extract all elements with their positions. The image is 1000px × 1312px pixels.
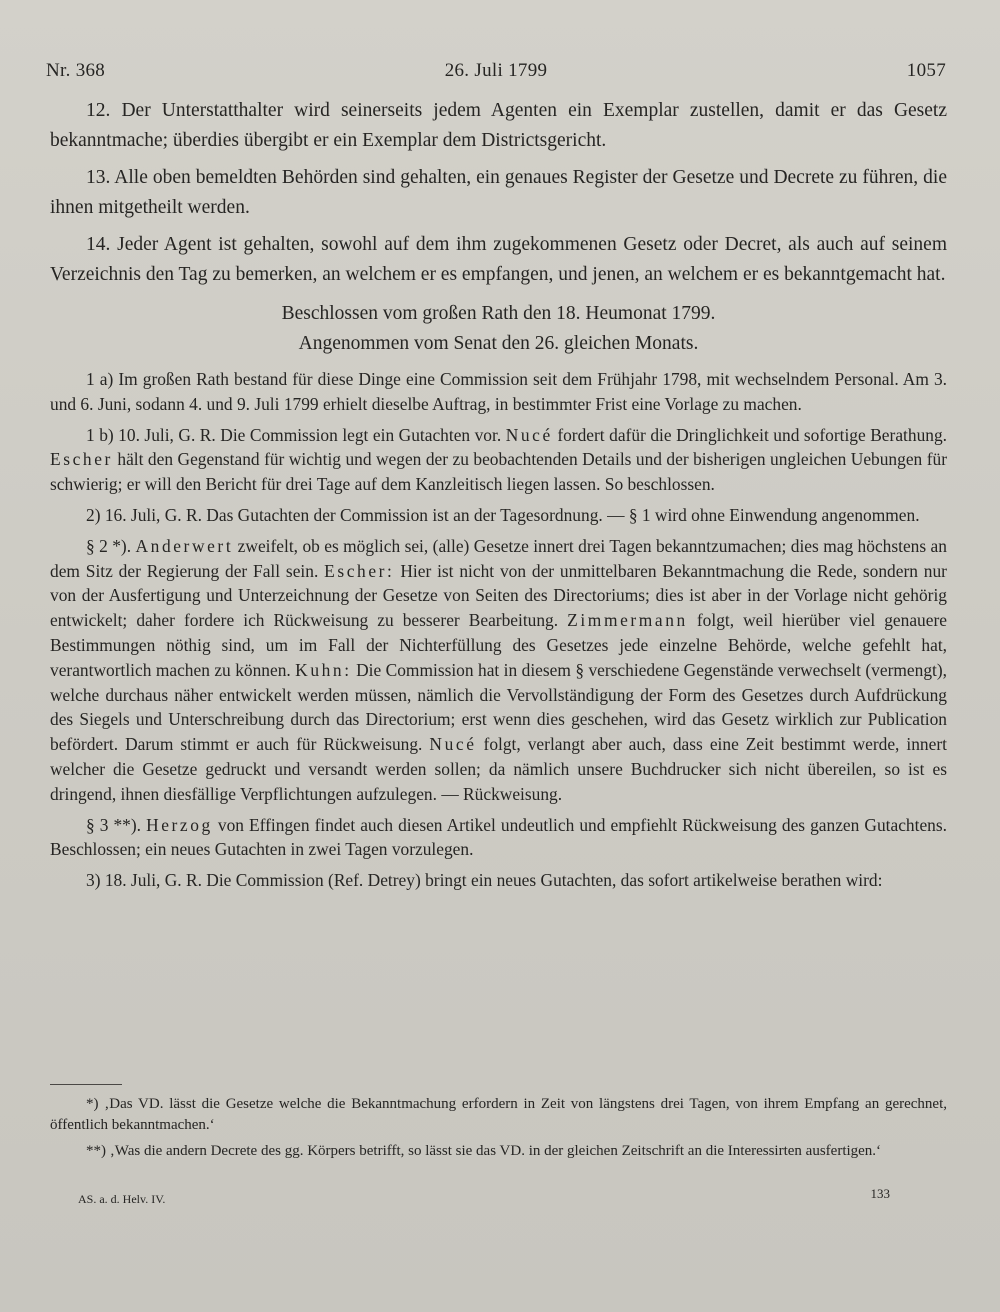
decree-great-council: Beschlossen vom großen Rath den 18. Heumonat 1799. xyxy=(281,303,716,324)
sheet-number: 133 xyxy=(870,1186,890,1201)
law-text xyxy=(50,96,947,359)
page-footer xyxy=(78,1186,890,1206)
speaker-anderwert: Anderwert xyxy=(135,535,234,556)
editorial-notes xyxy=(50,367,947,893)
note-2-section-3 xyxy=(50,813,947,863)
note-1b-text-a: 1 b) 10. Juli, G. R. Die Commission legt ein Gutachten vor. xyxy=(86,424,502,445)
page-number: 1057 xyxy=(906,60,946,81)
article-14: 14. Jeder Agent ist gehalten, sowohl auf dem ihm zugekommenen Gesetz oder Decret, als auch auf seinem Verzeichnis den Tag zu bemerken, an welchem er es empfangen, und jenen, an welchem er es bekanntgemacht hat. xyxy=(50,234,947,285)
note-3: 3) 18. Juli, G. R. Die Commission (Ref. Detrey) bringt ein neues Gutachten, das sofort artikelweise berathen wird: xyxy=(86,870,883,891)
section-2-text-d: folgt, weil hierüber viel genauere Bestimmungen nöthig sind, um im Fall der Nichterfüllung des Gesetzes jede einzelne Behörde, welche gefehlt hat, verantwortlich machen zu können. xyxy=(50,610,947,680)
article-12: 12. Der Unterstatthalter wird seinerseits jedem Agenten ein Exemplar zustellen, damit er das Gesetz bekanntmache; überdies übergibt er ein Exemplar dem Districtsgericht. xyxy=(50,100,947,151)
speaker-zimmermann: Zimmermann xyxy=(567,610,688,631)
section-2-text-e: Die Commission hat in diesem § verschiedene Gegenstände verwechselt (vermengt), welche durchaus näher entwickelt werden müssen, nämlich die Vervollständigung der Form des Gesetzes durch Aufdrückung des Siegels und Unterschreibung durch das Directorium; erst wenn dies geschehen, wird das Gesetz wirklich zur Publication befördert. Darum stimmt er auch für Rückweisung. xyxy=(50,659,947,755)
note-1b-text-c: hält den Gegenstand für wichtig und wegen der zu beobachtenden Details und der bisherigen ungleichen Uebungen für schwierig; er will den Bericht für drei Tage auf dem Kanzleitisch liegen lassen. So beschlossen. xyxy=(50,449,947,495)
section-2-text-f: folgt, verlangt aber auch, dass eine Zeit bestimmt werde, innert welcher die Gesetze gedruckt und versandt werden sollen; da nämlich unsere Buchdrucker sich nicht übereilen, so ist es dringend, ihnen diesfällige Verpflichtungen aufzulegen. — Rückweisung. xyxy=(50,734,947,804)
speaker-escher: Escher xyxy=(50,449,113,470)
speaker-escher-2: Escher: xyxy=(324,560,395,581)
note-1b xyxy=(50,423,947,497)
source-signature: AS. a. d. Helv. IV. xyxy=(78,1192,166,1206)
main-text xyxy=(50,96,947,899)
note-1b-text-b: fordert dafür die Dringlichkeit und sofortige Berathung. xyxy=(557,424,947,445)
running-header xyxy=(46,60,946,88)
speaker-nuce-2: Nucé xyxy=(429,734,477,755)
speaker-nuce: Nucé xyxy=(505,424,553,445)
footnote-2: **) ‚Was die andern Decrete des gg. Körpers betrifft, so lässt sie das VD. in der gleichen Zeitschrift an die Interessirten ausfertigen.‘ xyxy=(86,1143,882,1159)
section-3-label: § 3 **). xyxy=(86,814,142,835)
note-2-section-2 xyxy=(50,534,947,807)
section-3-text-b: von Effingen findet auch diesen Artikel undeutlich und empfiehlt Rückweisung des ganzen Gutachtens. Beschlossen; ein neues Gutachten in zwei Tagen vorzulegen. xyxy=(50,814,947,860)
article-13: 13. Alle oben bemeldten Behörden sind gehalten, ein genaues Register der Gesetze und Decrete zu führen, die ihnen mitgetheilt werden. xyxy=(50,167,947,218)
note-1a: 1 a) Im großen Rath bestand für diese Dinge eine Commission seit dem Frühjahr 1798, mit wechselndem Personal. Am 3. und 6. Juni, sodann 4. und 9. Juli 1799 erhielt dieselbe Auftrag, in bestimmter Frist eine Vorlage zu machen. xyxy=(50,369,947,414)
header-date: 26. Juli 1799 xyxy=(444,60,548,81)
section-2-text-b: zweifelt, ob es möglich sei, (alle) Gesetze innert drei Tagen bekanntzumachen; dies mag höchstens an dem Sitz der Regierung der Fall sein. xyxy=(50,535,947,581)
decree-senate: Angenommen vom Senat den 26. gleichen Monats. xyxy=(298,333,699,354)
footnote-rule xyxy=(50,1084,122,1085)
note-2: 2) 16. Juli, G. R. Das Gutachten der Commission ist an der Tagesordnung. — § 1 wird ohne Einwendung angenommen. xyxy=(86,504,920,525)
section-2-label: § 2 *). xyxy=(86,535,132,556)
footnote-1: *) ‚Das VD. lässt die Gesetze welche die Bekanntmachung erfordern in Zeit von längstens drei Tagen, von ihrem Empfang an gerechnet, öffentlich bekanntmachen.‘ xyxy=(50,1096,947,1133)
document-number: Nr. 368 xyxy=(46,60,106,81)
speaker-kuhn: Kuhn: xyxy=(295,659,352,680)
speaker-herzog: Herzog xyxy=(146,814,213,835)
footnotes xyxy=(50,1094,947,1167)
decree-block xyxy=(50,299,947,359)
section-2-text-c: Hier ist nicht von der unmittelbaren Bekanntmachung die Rede, sondern nur von der Ausfertigung und Unterzeichnung der Gesetze von Seiten des Directoriums; dies ist aber in der Vorlage nicht gehörig entwickelt; daher fordere ich Rückweisung zu besserer Bearbeitung. xyxy=(50,560,947,631)
